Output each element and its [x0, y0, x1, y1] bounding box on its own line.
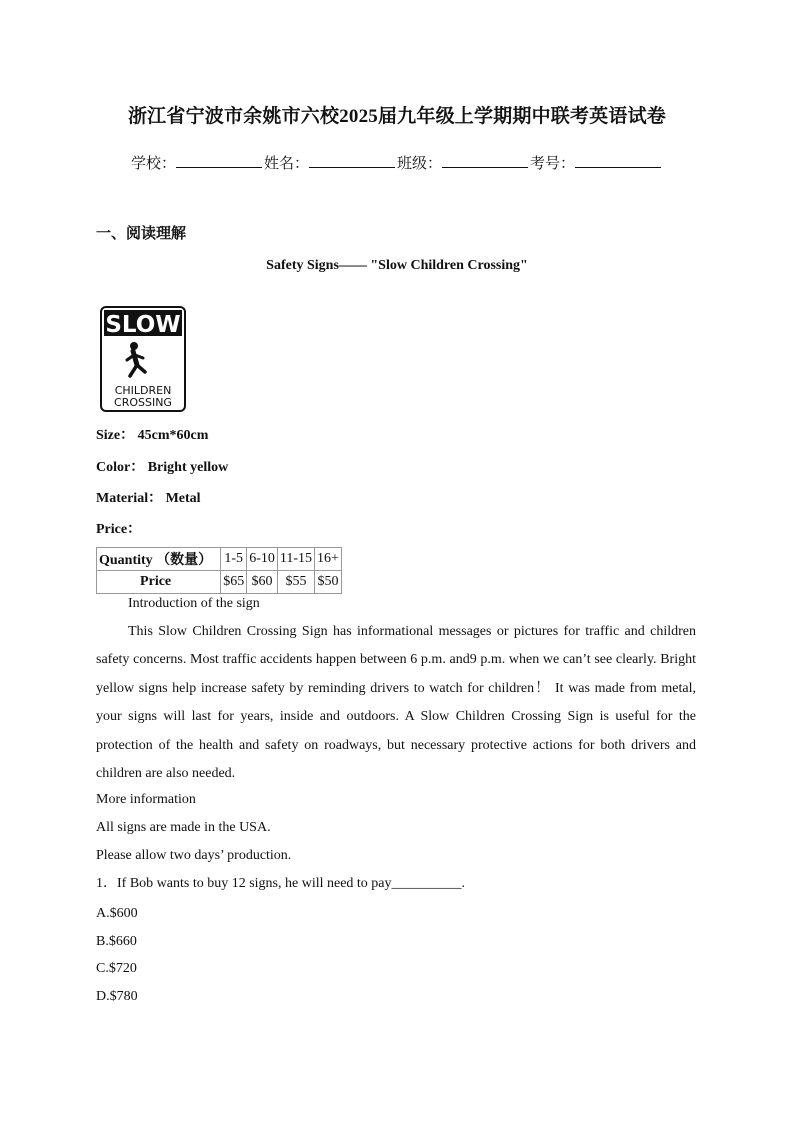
price-label: Price： — [96, 522, 142, 537]
table-cell: $65 — [221, 571, 247, 594]
slow-children-crossing-sign — [100, 306, 186, 412]
table-cell: Quantity （数量） — [97, 548, 221, 571]
sign-children-text: CHILDREN — [114, 384, 172, 397]
school-blank — [176, 153, 262, 168]
question-stem: 1．If Bob wants to buy 12 signs, he will need to pay__________. — [96, 876, 466, 891]
class-label: 班级： — [397, 156, 443, 172]
option-c: C.$720 — [96, 961, 137, 976]
made-in-line: All signs are made in the USA. — [96, 820, 271, 835]
table-cell: 1-5 — [221, 548, 247, 571]
exam-number-label: 考号： — [530, 156, 576, 172]
more-info-heading: More information — [96, 792, 196, 807]
option-b: B.$660 — [96, 934, 137, 949]
intro-paragraph: This Slow Children Crossing Sign has informational messages or pictures for traffic and children safety concerns. Most traffic accidents happen between 6 p.m. and9 p.m. when we can’t see clearly. Bright yellow signs help increase safety by reminding drivers to watch for children！ It was made from metal, your signs will last for years, inside and outdoors. A Slow Children Crossing Sign is useful for the protection of the health and safety on roadways, but necessary protective actions for both drivers and children are also needed. — [96, 624, 696, 782]
table-cell: $50 — [315, 571, 342, 594]
name-label: 姓名： — [263, 156, 309, 172]
size-line: Size： 45cm*60cm — [96, 428, 209, 443]
table-cell: 11-15 — [277, 548, 314, 571]
color-line: Color： Bright yellow — [96, 460, 229, 475]
table-cell: 16+ — [315, 548, 342, 571]
exam-number-blank — [575, 153, 661, 168]
section-heading: 一、阅读理解 — [96, 226, 187, 242]
name-blank — [309, 153, 395, 168]
table-cell: 6-10 — [247, 548, 278, 571]
material-line: Material： Metal — [96, 491, 201, 506]
student-info-line — [0, 152, 794, 173]
option-a: A.$600 — [96, 906, 138, 921]
sign-crossing-text: CROSSING — [114, 396, 172, 409]
production-line: Please allow two days’ production. — [96, 848, 292, 863]
article-title: Safety Signs—— "Slow Children Crossing" — [266, 258, 528, 273]
document-title: 浙江省宁波市余姚市六校2025届九年级上学期期中联考英语试卷 — [127, 106, 666, 127]
table-cell: $55 — [277, 571, 314, 594]
table-row — [97, 548, 342, 571]
sign-slow-text: SLOW — [105, 312, 181, 338]
class-blank — [442, 153, 528, 168]
price-table — [96, 547, 342, 594]
intro-heading: Introduction of the sign — [128, 596, 260, 611]
school-label: 学校： — [130, 156, 176, 172]
table-cell: Price — [97, 571, 221, 594]
table-cell: $60 — [247, 571, 278, 594]
option-d: D.$780 — [96, 989, 138, 1004]
